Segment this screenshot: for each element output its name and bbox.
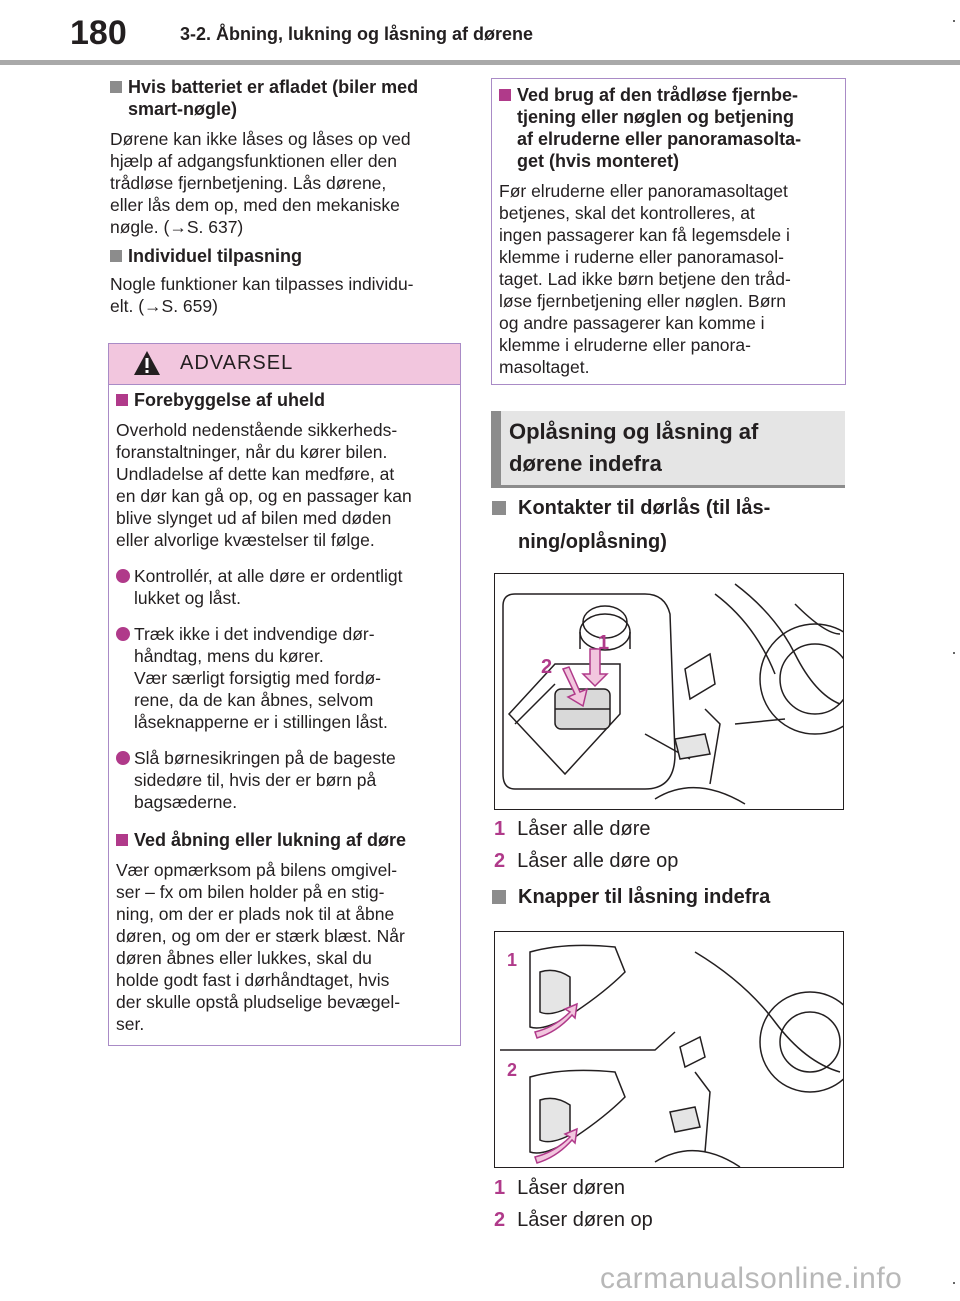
bullet-item: Kontrollér, at alle døre er ordentligt lukket og låst. <box>116 565 456 609</box>
info-content <box>499 84 839 378</box>
purple-square-icon <box>499 89 511 101</box>
switch-steps <box>494 817 844 873</box>
purple-square-icon <box>116 834 128 846</box>
gray-square-icon <box>110 81 122 93</box>
accident-text: Overhold nedenstående sikkerheds- foranstaltninger, når du kører bilen. Undladelse af dette kan medføre, at en dør kan gå op, og en passager kan blive slynget ud af bilen med døden eller alvorlige kvæstelser til følge. <box>116 420 412 550</box>
custom-title: Individuel tilpasning <box>110 245 460 267</box>
step-item: 1 Låser døren <box>494 1177 625 1199</box>
custom-section <box>110 245 460 317</box>
watermark: carmanualsonline.info <box>600 1262 903 1295</box>
warning-triangle-icon <box>133 350 161 376</box>
opening-title: Ved åbning eller lukning af døre <box>116 829 456 851</box>
warning-content <box>116 389 456 1035</box>
chapter-title: 3-2. Åbning, lukning og låsning af dørene <box>180 24 534 44</box>
section-heading: Oplåsning og låsning af dørene indefra <box>509 419 759 476</box>
info-title: Ved brug af den trådløse fjernbe- tjening eller nøglen og betjening af elruderne eller panoramasolta- get (hvis monteret) <box>499 84 839 172</box>
bullet-item: Træk ikke i det indvendige dør- håndtag, mens du kører. Vær særligt forsigtig med fordø- rene, da de kan åbnes, selvom låseknapperne er i stillingen låst. <box>116 623 456 733</box>
warning-title: ADVARSEL <box>180 352 294 374</box>
callout-2: 2 <box>507 1060 518 1080</box>
purple-square-icon <box>116 394 128 406</box>
accident-title: Forebyggelse af uheld <box>116 389 456 411</box>
door-lock-switch-illustration <box>495 574 844 810</box>
opening-text: Vær opmærksom på bilens omgivel- ser – fx om bilen holder på en stig- ning, om der er plads nok til at åbne døren, og om der er stærk blæst. Når døren åbnes eller lukkes, skal du holde godt fast i dørhåndtaget, hvis der skulle opstå pludselige bevægel- ser. <box>116 860 405 1034</box>
crop-mark <box>953 652 955 654</box>
section-heading-bar <box>491 411 501 485</box>
inside-lock-button-illustration <box>495 932 844 1168</box>
crop-mark <box>953 1282 955 1284</box>
section-heading-rule <box>491 485 845 488</box>
bullet-icon <box>116 569 130 583</box>
gray-square-icon <box>492 890 506 904</box>
buttons-steps <box>494 1176 844 1232</box>
step-item: 2 Låser alle døre op <box>494 850 679 872</box>
door-lock-switch-figure <box>494 573 844 810</box>
battery-text: Dørene kan ikke låses og låses op ved hjælp af adgangsfunktionen eller den trådløse fjernbetjening. Lås dørene, eller lås dem op, med den mekaniske nøgle. (→S. 637) <box>110 129 411 237</box>
battery-title: Hvis batteriet er afladet (biler med <box>110 76 460 98</box>
header-rule <box>0 60 960 65</box>
buttons-title: Knapper til låsning indefra <box>492 882 842 912</box>
callout-1: 1 <box>598 632 610 654</box>
bullet-item: Slå børnesikringen på de bageste sidedøre til, hvis der er børn på bagsæderne. <box>116 747 456 813</box>
callout-2: 2 <box>541 656 553 678</box>
custom-text: Nogle funktioner kan tilpasses individu- elt. (→S. 659) <box>110 274 414 316</box>
gray-square-icon <box>492 501 506 515</box>
inside-lock-button-figure <box>494 931 844 1168</box>
battery-section <box>110 76 460 238</box>
gray-square-icon <box>110 250 122 262</box>
crop-mark <box>953 20 955 22</box>
battery-title-cont: smart-nøgle) <box>128 99 238 119</box>
switch-title: Kontakter til dørlås (til lås- ning/oplåsning) <box>492 493 842 557</box>
bullet-icon <box>116 751 130 765</box>
callout-1: 1 <box>507 950 518 970</box>
info-text: Før elruderne eller panoramasoltaget betjenes, skal det kontrolleres, at ingen passagerer kan få legemsdele i klemme i ruderne eller panoramasol- taget. Lad ikke børn betjene den tråd- løse fjernbetjening eller nøglen. Børn og andre passagerer kan komme i klemme i elruderne eller panora- masoltaget. <box>499 181 791 377</box>
bullet-icon <box>116 627 130 641</box>
page-number: 180 <box>70 14 127 52</box>
step-item: 1 Låser alle døre <box>494 818 651 840</box>
step-item: 2 Låser døren op <box>494 1209 653 1231</box>
